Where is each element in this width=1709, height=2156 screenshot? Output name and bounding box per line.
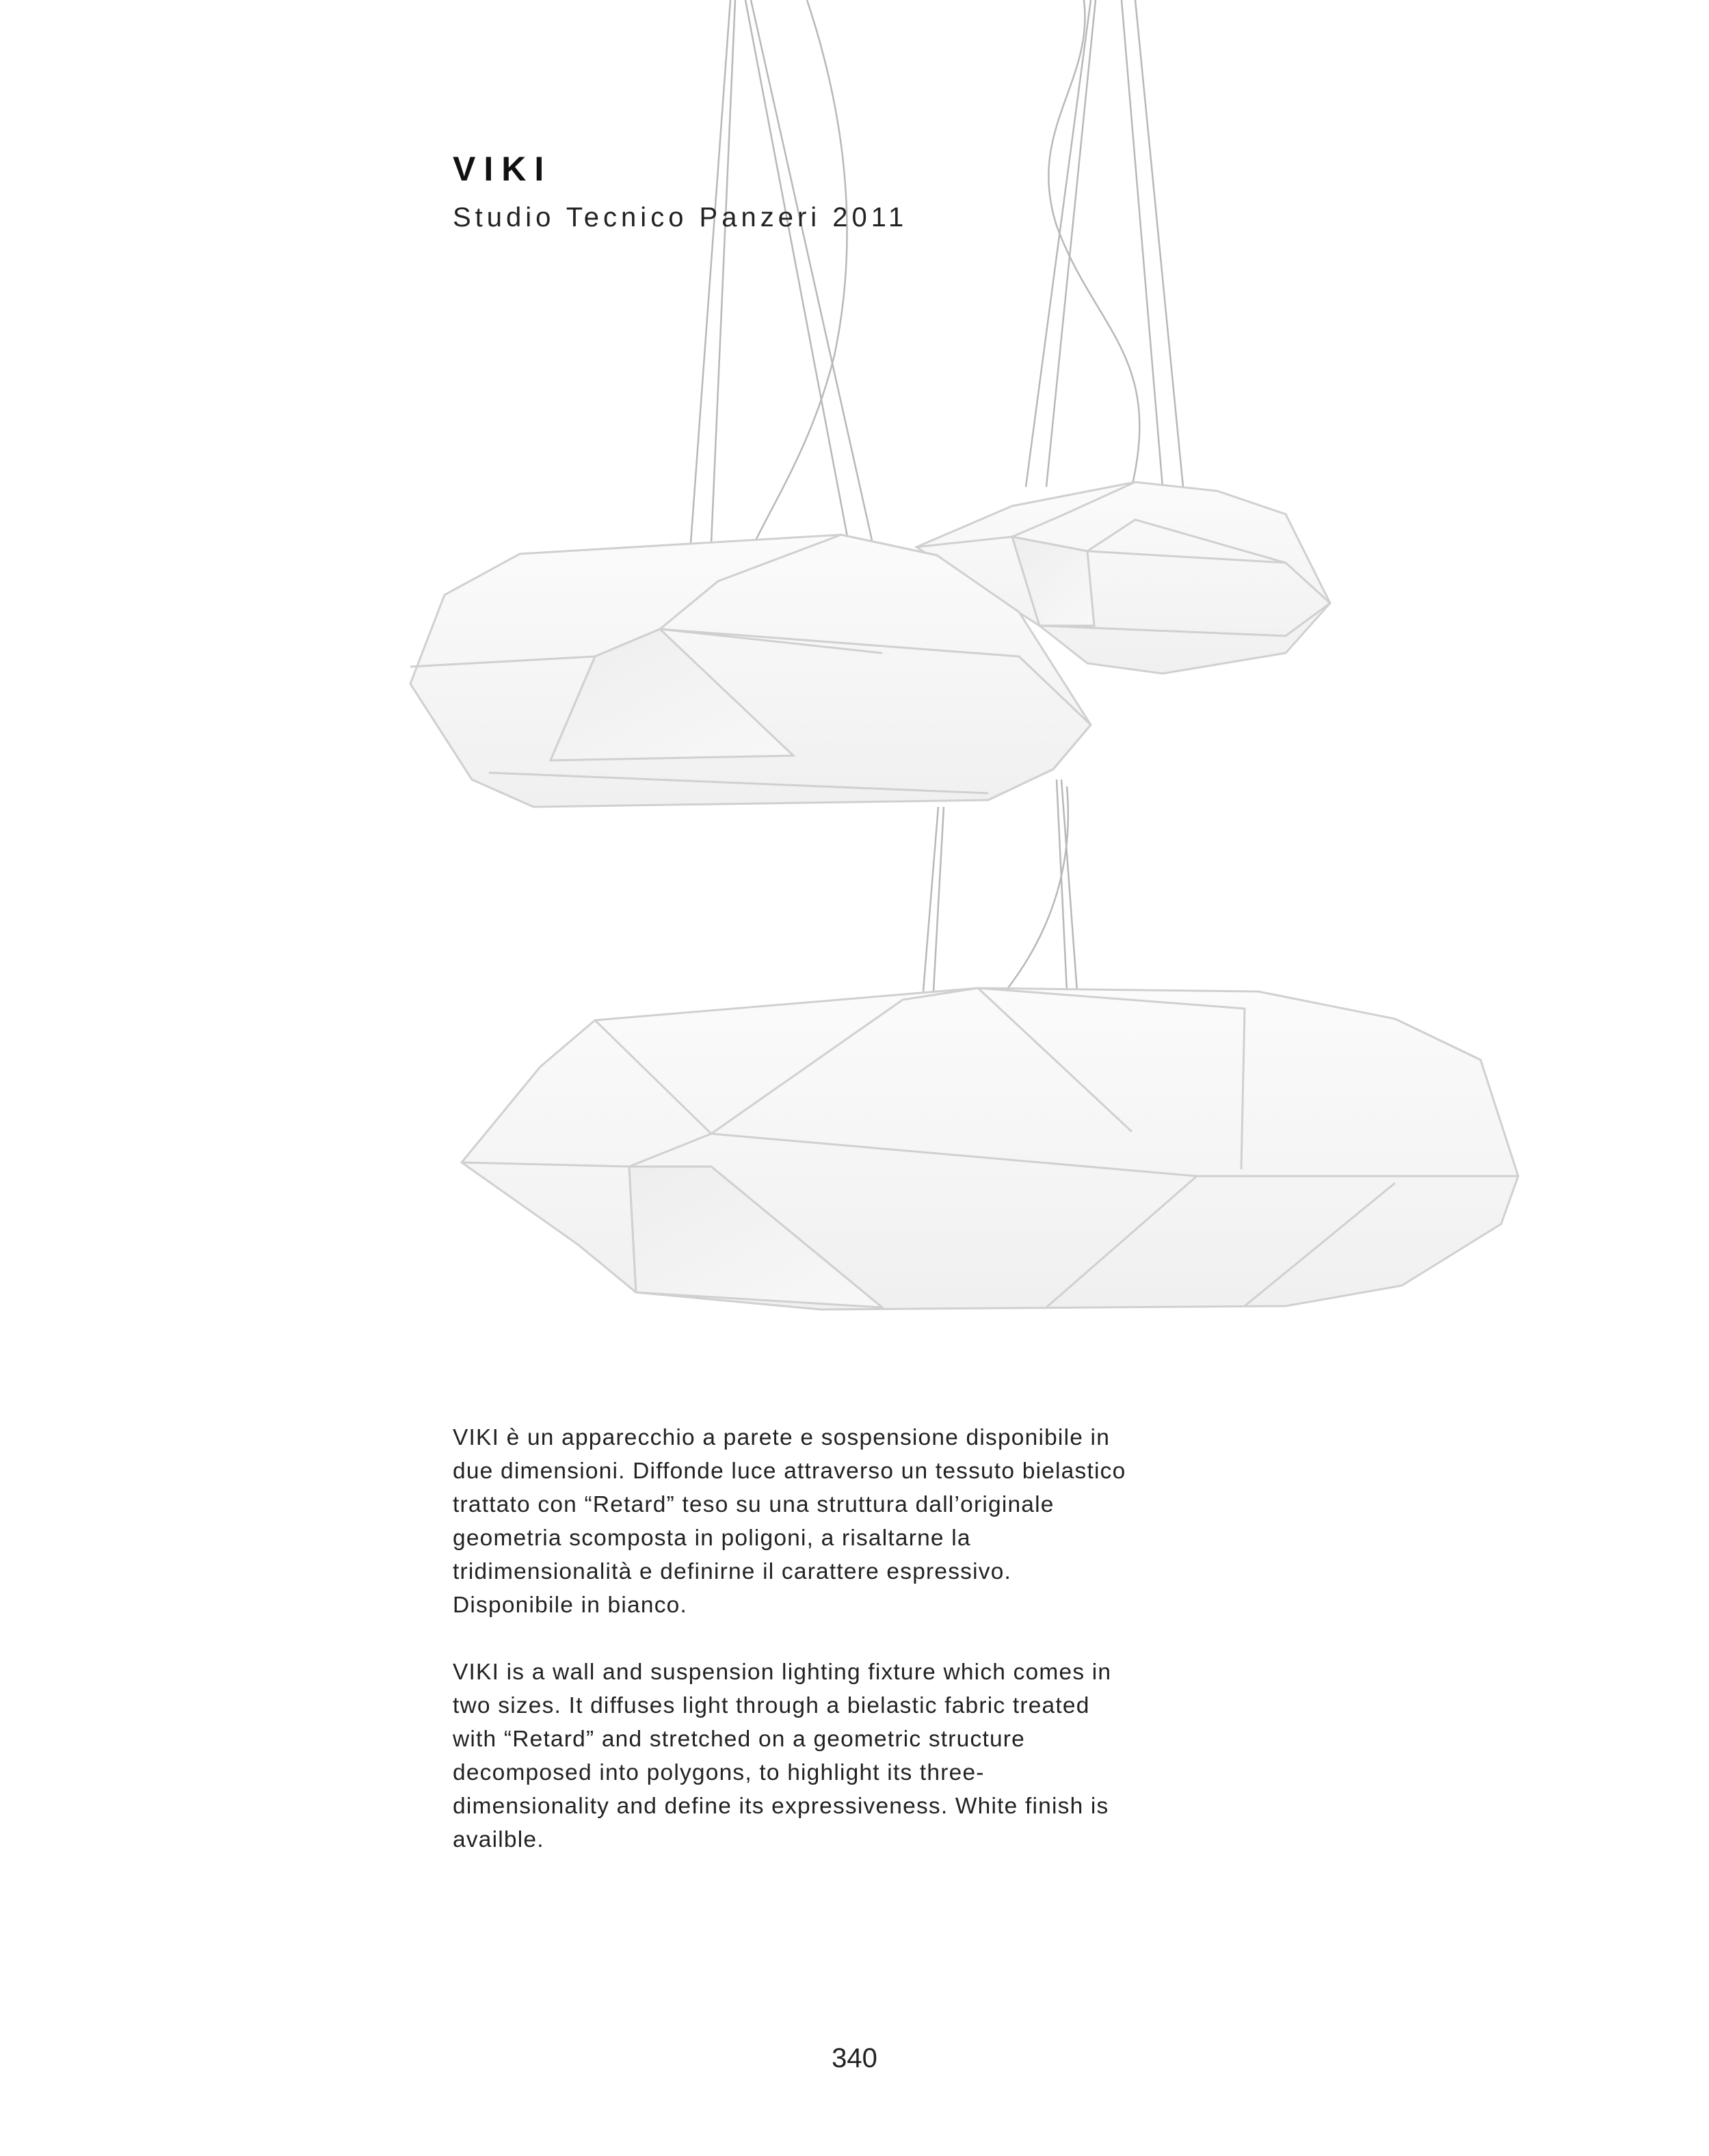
page-number: 340 — [832, 2043, 877, 2073]
description-english: VIKI is a wall and suspension lighting fixture which comes in two sizes. It diffuses light through a bielastic fabric treated with “Retard” and stretched on a geometric structure decomposed into polygons, to highlight its three- dimensionality and define its expressiveness. White finish is availble. — [453, 1660, 1112, 1852]
description-italian: VIKI è un apparecchio a parete e sospensione disponibile in due dimensioni. Diffonde luce attraverso un tessuto bielastico trattato con “Retard” teso su una struttura dall’originale geometria scomposta in poligoni, a risaltarne la tridimensionalità e definirne il carattere espressivo. Disponibile in bianco. — [453, 1425, 1126, 1618]
lamp-large — [462, 988, 1518, 1309]
product-designer: Studio Tecnico Panzeri 2011 — [453, 202, 908, 232]
product-title: VIKI — [453, 150, 553, 188]
